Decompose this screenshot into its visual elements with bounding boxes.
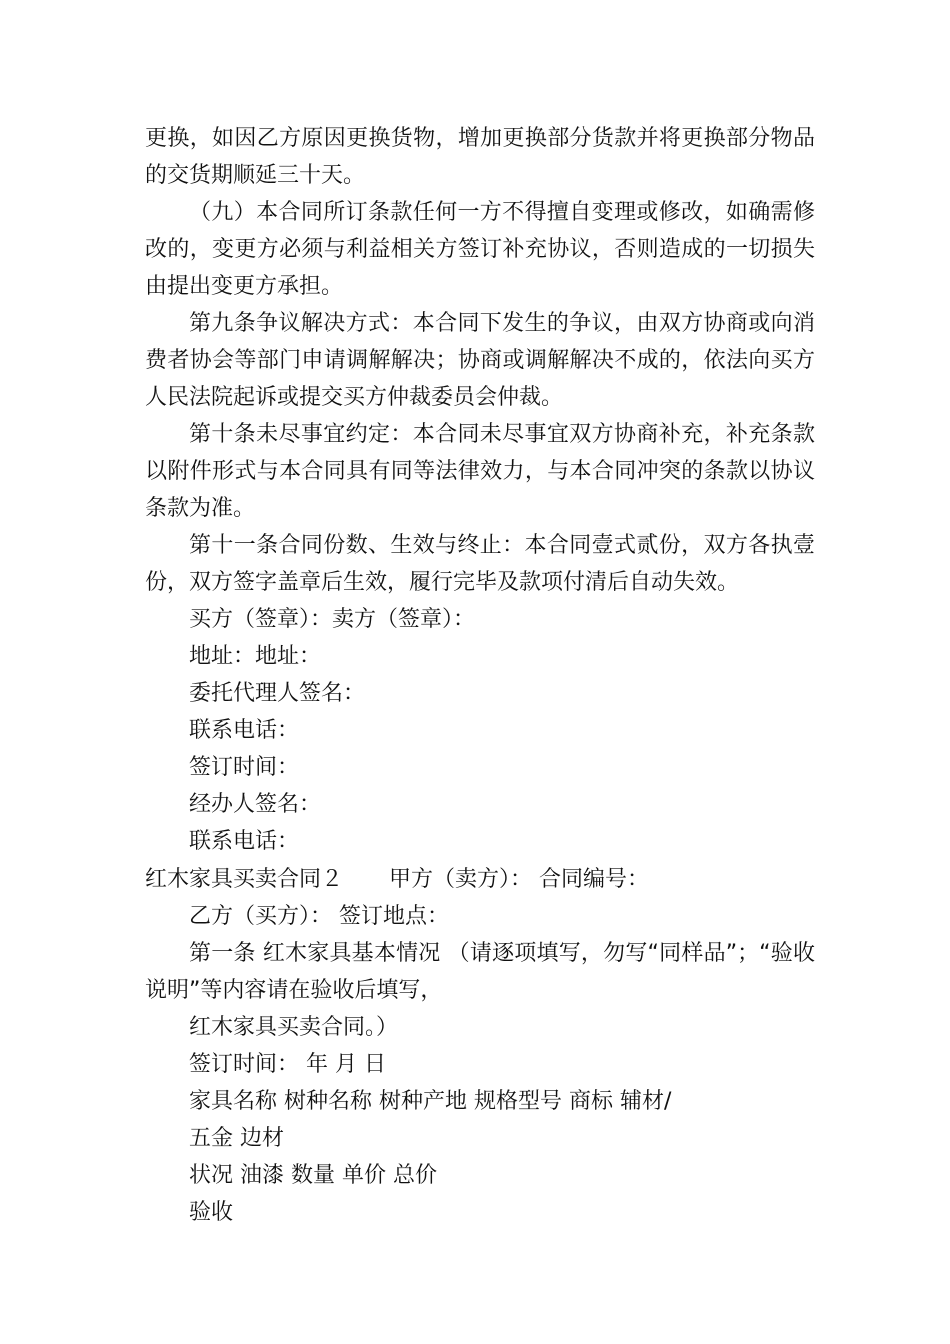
- contract-2-article-1: 第一条 红木家具基本情况 （请逐项填写，勿写“同样品”；“验收说明”等内容请在验收后填写，: [145, 941, 815, 1003]
- paragraph-clause-9: （九）本合同所订条款任何一方不得擅自变理或修改，如确需修改的，变更方必须与利益相关方签订补充协议，否则造成的一切损失由提出变更方承担。: [145, 200, 815, 299]
- contract-2-heading: [145, 860, 815, 898]
- signature-date: 签订时间：: [189, 755, 300, 780]
- table-header-line-1: 家具名称 树种名称 树种产地 规格型号 商标 辅材/: [189, 1089, 672, 1114]
- contract-2-title-repeat: 红木家具买卖合同。）: [189, 1015, 399, 1040]
- article-11-copies-validity: 第十一条合同份数、生效与终止：本合同壹式贰份，双方各执壹份，双方签字盖章后生效，履行完毕及款项付清后自动失效。: [145, 533, 815, 595]
- table-header-line-2: 五金 边材: [189, 1126, 284, 1151]
- signature-buyer-seller: 买方（签章）：卖方（签章）：: [189, 607, 476, 632]
- paragraph-continuation: 更换，如因乙方原因更换货物，增加更换部分货款并将更换部分物品的交货期顺延三十天。: [145, 126, 815, 188]
- article-10-unresolved-matters: 第十条未尽事宜约定：本合同未尽事宜双方协商补充，补充条款以附件形式与本合同具有同等法律效力，与本合同冲突的条款以协议条款为准。: [145, 422, 815, 521]
- article-9-dispute-resolution: 第九条争议解决方式：本合同下发生的争议，由双方协商或向消费者协会等部门申请调解解决；协商或调解解决不成的，依法向买方人民法院起诉或提交买方仲裁委员会仲裁。: [145, 311, 815, 410]
- table-header-line-4: 验收: [189, 1200, 234, 1225]
- contract-2-title: 红木家具买卖合同２: [145, 866, 344, 891]
- signature-address: 地址：地址：: [189, 644, 322, 669]
- contract-2-party-b: 乙方（买方）： 签订地点：: [189, 904, 449, 929]
- signature-handler: 经办人签名：: [189, 792, 322, 817]
- contract-2-party-a: 甲方（卖方）： 合同编号：: [389, 867, 650, 892]
- table-header-line-3: 状况 油漆 数量 单价 总价: [189, 1163, 437, 1188]
- signature-agent: 委托代理人签名：: [189, 681, 366, 706]
- signature-phone: 联系电话：: [189, 718, 300, 743]
- signature-phone-2: 联系电话：: [189, 829, 300, 854]
- document-body: [145, 120, 815, 1231]
- contract-2-sign-date: 签订时间： 年 月 日: [189, 1052, 386, 1077]
